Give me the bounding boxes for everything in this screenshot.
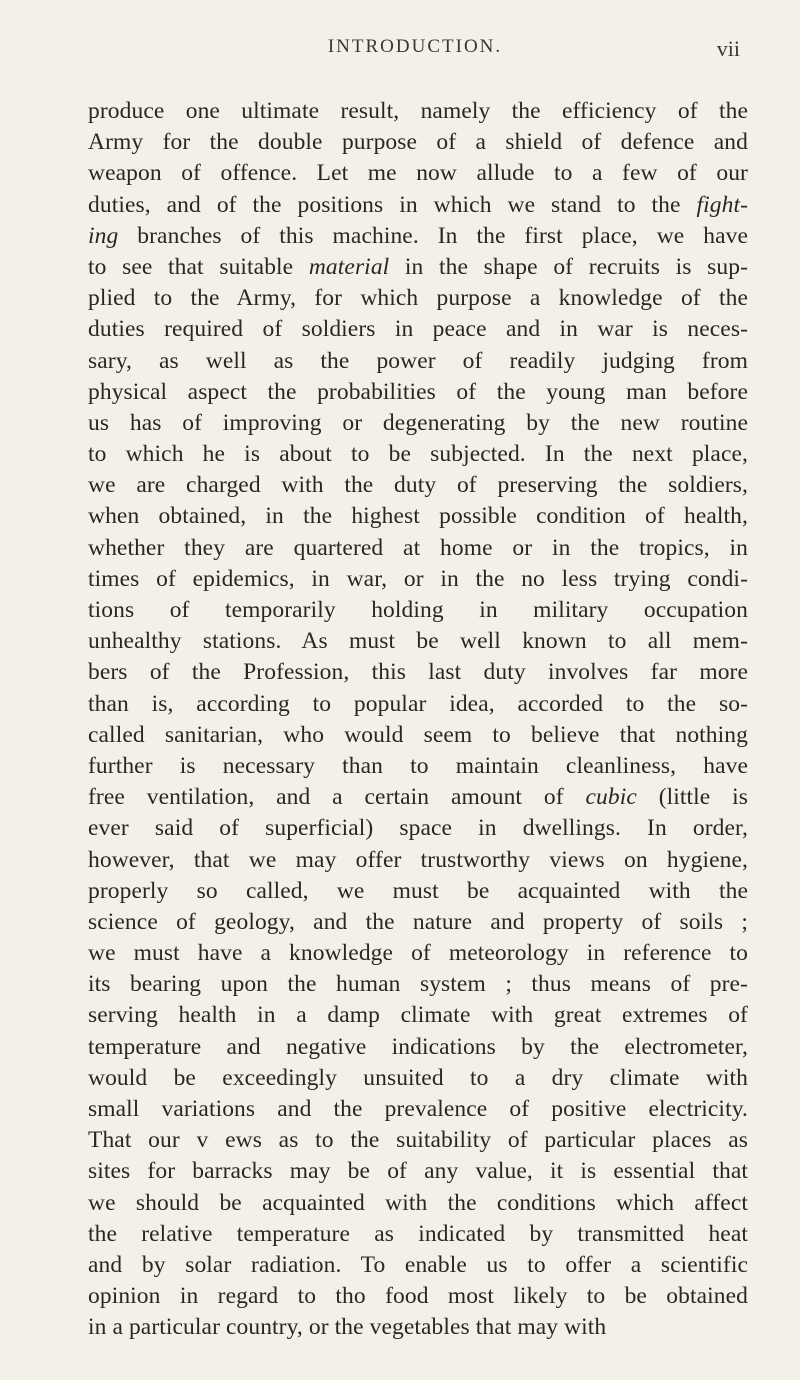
- text-line: science of geology, and the nature and property of soils ;: [88, 908, 748, 935]
- text-line: however, that we may offer trustworthy views on hygiene,: [88, 846, 748, 873]
- text-line: its bearing upon the human system ; thus means of pre-: [88, 971, 748, 998]
- page-number: vii: [716, 36, 740, 61]
- body-paragraph: [88, 96, 748, 1344]
- text-line: plied to the Army, for which purpose a knowledge of the: [88, 285, 748, 312]
- text-line: further is necessary than to maintain cleanliness, have: [88, 752, 748, 779]
- text-line: temperature and negative indications by the electrometer,: [88, 1033, 748, 1060]
- text-line: when obtained, in the highest possible condition of health,: [88, 503, 748, 530]
- text-line: ever said of superficial) space in dwellings. In order,: [88, 815, 748, 842]
- text-line: the relative temperature as indicated by transmitted heat: [88, 1220, 748, 1247]
- text-line: bers of the Profession, this last duty involves far more: [88, 659, 748, 686]
- text-line: us has of improving or degenerating by the new routine: [88, 409, 748, 436]
- text-line: times of epidemics, in war, or in the no less trying condi-: [88, 565, 748, 592]
- text-line: in a particular country, or the vegetables that may with: [88, 1314, 607, 1341]
- text-line: physical aspect the probabilities of the young man before: [88, 378, 748, 405]
- running-head: [90, 36, 740, 66]
- text-line: we must have a knowledge of meteorology in reference to: [88, 940, 748, 967]
- text-line: ing branches of this machine. In the first place, we have: [88, 222, 748, 249]
- text-line: properly so called, we must be acquainted with the: [88, 877, 748, 904]
- text-line: That our v ews as to the suitability of particular places as: [88, 1127, 748, 1154]
- text-line: would be exceedingly unsuited to a dry climate with: [88, 1064, 748, 1091]
- running-title: INTRODUCTION.: [327, 36, 503, 57]
- text-line: and by solar radiation. To enable us to offer a scientific: [88, 1251, 748, 1278]
- text-line: unhealthy stations. As must be well known to all mem-: [88, 628, 748, 655]
- text-line: Army for the double purpose of a shield of defence and: [88, 129, 748, 156]
- text-line: serving health in a damp climate with great extremes of: [88, 1002, 748, 1029]
- text-line: small variations and the prevalence of positive electricity.: [88, 1096, 748, 1122]
- text-line: called sanitarian, who would seem to believe that nothing: [88, 721, 748, 748]
- text-line: sary, as well as the power of readily judging from: [88, 347, 748, 374]
- text-line: to which he is about to be subjected. In the next place,: [88, 441, 748, 468]
- text-line: to see that suitable material in the shape of recruits is sup-: [88, 253, 749, 280]
- text-line: tions of temporarily holding in military occupation: [88, 597, 748, 623]
- text-line: we should be acquainted with the conditions which affect: [88, 1189, 748, 1216]
- text-line: whether they are quartered at home or in the tropics, in: [88, 534, 748, 561]
- text-line: opinion in regard to tho food most likely to be obtained: [88, 1283, 748, 1310]
- text-line: we are charged with the duty of preserving the soldiers,: [88, 472, 748, 499]
- text-line: duties required of soldiers in peace and in war is neces-: [88, 316, 748, 343]
- text-line: than is, according to popular idea, accorded to the so-: [88, 690, 748, 717]
- text-line: sites for barracks may be of any value, it is essential that: [88, 1158, 748, 1185]
- text-line: produce one ultimate result, namely the efficiency of the: [88, 98, 748, 124]
- text-line: duties, and of the positions in which we stand to the fight-: [88, 191, 748, 218]
- text-line: free ventilation, and a certain amount of cubic (little is: [88, 784, 748, 811]
- text-line: weapon of offence. Let me now allude to a few of our: [88, 160, 748, 187]
